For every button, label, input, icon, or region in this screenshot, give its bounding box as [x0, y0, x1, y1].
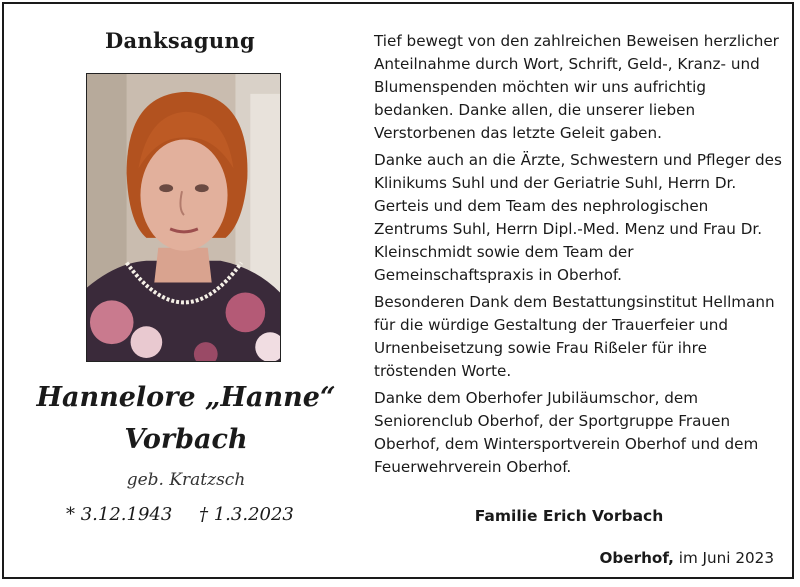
left-column — [4, 4, 356, 577]
portrait-photo — [86, 73, 281, 362]
obituary-notice — [2, 2, 794, 579]
deceased-name-last: Vorbach — [124, 424, 248, 455]
deceased-name-first: Hannelore „Hanne“ — [36, 382, 336, 413]
maiden-name: geb. Kratzsch — [126, 470, 246, 490]
life-dates — [66, 504, 306, 525]
heading: Danksagung — [105, 28, 255, 53]
birth-date: * 3.12.1943 — [66, 504, 173, 525]
thanks-text — [374, 30, 784, 483]
signature: Familie Erich Vorbach — [474, 507, 664, 525]
place-date — [600, 549, 774, 567]
paragraph: Besonderen Dank dem Bestattungsinstitut Hellmann für die würdige Gestaltung der Trauerfeier und Urnenbeisetzung sowie Frau Rißeler für ihre tröstenden Worte. — [374, 293, 775, 380]
paragraph: Danke dem Oberhofer Jubiläumschor, dem Seniorenclub Oberhof, der Sportgruppe Frauen Oberhof, dem Wintersportverein Oberhof und dem Feuerwehrverein Oberhof. — [374, 389, 759, 476]
place-name: Oberhof, — [599, 549, 674, 567]
portrait-illustration — [87, 74, 280, 361]
date-text: im Juni 2023 — [678, 549, 774, 567]
death-date: † 1.3.2023 — [199, 504, 294, 525]
paragraph: Tief bewegt von den zahlreichen Beweisen herzlicher Anteilnahme durch Wort, Schrift, Geld-, Kranz- und Blumenspenden möchten wir uns aufrichtig bedanken. Danke allen, die unserer lieben Verstorbenen das letzte Geleit gaben. — [374, 32, 779, 142]
paragraph: Danke auch an die Ärzte, Schwestern und Pfleger des Klinikums Suhl und der Geriatrie Suhl, Herrn Dr. Gerteis und dem Team des nephrologischen Zentrums Suhl, Herrn Dipl.-Med. Menz und Frau Dr. Kleinschmidt sowie dem Team der Gemeinschaftspraxis in Oberhof. — [374, 151, 782, 284]
